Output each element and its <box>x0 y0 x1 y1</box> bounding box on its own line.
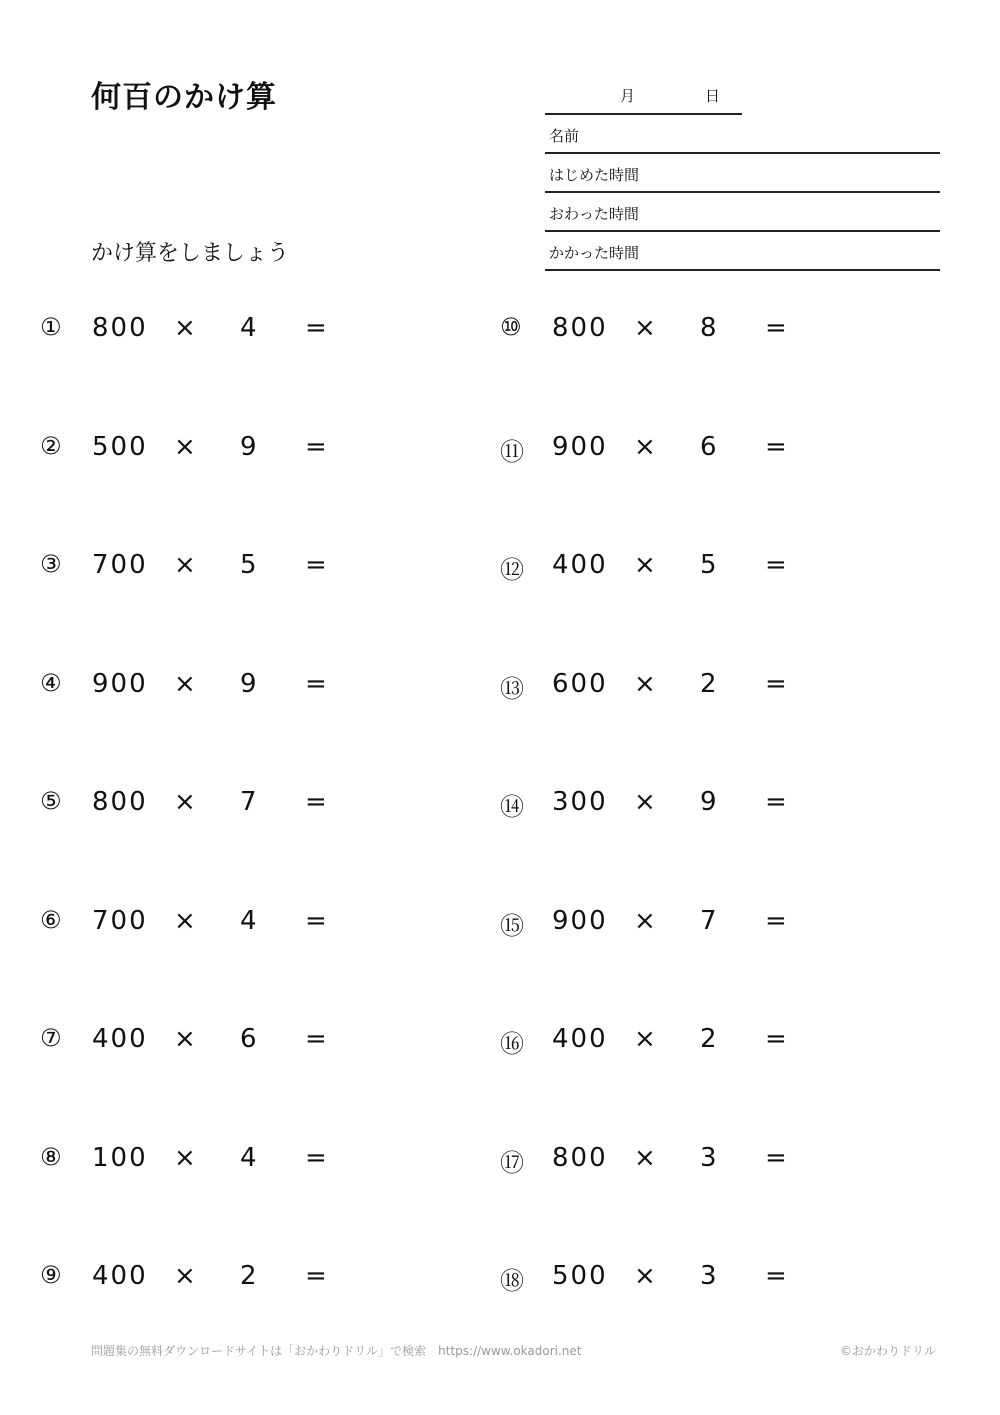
multiply-sign: × <box>634 668 656 699</box>
multiply-sign: × <box>634 1261 656 1291</box>
equals-sign: = <box>765 313 787 343</box>
problem-item <box>500 1143 880 1183</box>
problem-number: ⑨ <box>40 1261 62 1289</box>
problem-item <box>40 1143 420 1183</box>
end-time-row <box>545 193 940 232</box>
second-operand: 3 <box>700 1142 717 1173</box>
day-label: 日 <box>705 87 721 105</box>
equals-sign: = <box>305 668 327 699</box>
multiply-sign: × <box>174 787 196 817</box>
equals-sign: = <box>305 787 327 817</box>
multiply-sign: × <box>634 313 656 343</box>
first-operand: 900 <box>552 905 608 936</box>
footer-copyright: ©おかわりドリル <box>839 1344 936 1358</box>
first-operand: 800 <box>552 1142 608 1173</box>
first-operand: 300 <box>552 787 608 817</box>
problem-item <box>40 787 420 827</box>
problem-number: ⑰ <box>500 1148 524 1177</box>
problem-number: ⑦ <box>40 1024 62 1052</box>
problem-item <box>40 432 420 472</box>
problem-number: ② <box>40 431 62 460</box>
worksheet-title: 何百のかけ算 <box>91 80 277 115</box>
first-operand: 400 <box>552 1024 608 1054</box>
problem-number: ① <box>40 313 62 341</box>
problem-number: ③ <box>40 550 62 578</box>
first-operand: 800 <box>552 313 608 343</box>
first-operand: 800 <box>92 787 148 817</box>
name-field-row <box>545 115 940 154</box>
second-operand: 8 <box>700 313 717 343</box>
multiply-sign: × <box>174 1024 196 1054</box>
problem-item <box>40 906 420 946</box>
equals-sign: = <box>765 431 787 462</box>
problem-number: ⑫ <box>500 556 524 584</box>
equals-sign: = <box>765 905 787 936</box>
multiply-sign: × <box>634 905 656 936</box>
start-time-label: はじめた時間 <box>549 166 640 184</box>
problem-item <box>500 669 880 709</box>
student-info-box <box>545 80 940 271</box>
first-operand: 700 <box>92 550 148 580</box>
problem-number: ⑧ <box>40 1142 62 1171</box>
equals-sign: = <box>305 1142 327 1173</box>
name-label: 名前 <box>549 127 580 145</box>
first-operand: 700 <box>92 905 148 936</box>
first-operand: 900 <box>92 668 148 699</box>
first-operand: 800 <box>92 313 148 343</box>
problem-number: ⑩ <box>500 313 522 341</box>
problem-item <box>40 1261 420 1301</box>
first-operand: 600 <box>552 668 608 699</box>
month-label: 月 <box>620 87 636 105</box>
first-operand: 400 <box>552 550 608 580</box>
problem-number: ⑮ <box>500 911 524 940</box>
second-operand: 9 <box>700 787 717 817</box>
problem-item <box>40 669 420 709</box>
instruction-text: かけ算をしましょう <box>91 241 290 266</box>
multiply-sign: × <box>174 1142 196 1173</box>
equals-sign: = <box>305 1261 327 1291</box>
second-operand: 5 <box>700 550 717 580</box>
problem-item <box>500 550 880 590</box>
first-operand: 400 <box>92 1261 148 1291</box>
problem-item <box>40 550 420 590</box>
second-operand: 2 <box>700 668 717 699</box>
second-operand: 3 <box>700 1261 717 1291</box>
second-operand: 6 <box>700 431 717 462</box>
second-operand: 5 <box>240 550 257 580</box>
second-operand: 9 <box>240 668 257 699</box>
equals-sign: = <box>765 1142 787 1173</box>
multiply-sign: × <box>174 1261 196 1291</box>
multiply-sign: × <box>174 668 196 699</box>
second-operand: 4 <box>240 905 257 936</box>
problem-item <box>500 787 880 827</box>
problem-item <box>500 1024 880 1064</box>
second-operand: 2 <box>700 1024 717 1054</box>
date-row <box>545 80 742 115</box>
second-operand: 9 <box>240 431 257 462</box>
first-operand: 100 <box>92 1142 148 1173</box>
second-operand: 7 <box>240 787 257 817</box>
footer-site-note: 問題集の無料ダウンロードサイトは「おかわりドリル」で検索 https://www.okadori.net <box>91 1344 582 1358</box>
problem-number: ⑬ <box>500 674 524 703</box>
second-operand: 2 <box>240 1261 257 1291</box>
problem-item <box>500 313 880 353</box>
equals-sign: = <box>305 905 327 936</box>
multiply-sign: × <box>634 1142 656 1173</box>
multiply-sign: × <box>174 550 196 580</box>
equals-sign: = <box>305 1024 327 1054</box>
end-time-label: おわった時間 <box>549 205 639 223</box>
multiply-sign: × <box>174 905 196 936</box>
start-time-row <box>545 154 940 193</box>
multiply-sign: × <box>634 787 656 817</box>
problem-number: ⑪ <box>500 437 524 466</box>
elapsed-time-label: かかった時間 <box>549 244 640 262</box>
equals-sign: = <box>765 1024 787 1054</box>
first-operand: 900 <box>552 431 608 462</box>
second-operand: 4 <box>240 313 257 343</box>
equals-sign: = <box>765 550 787 580</box>
elapsed-time-row <box>545 232 940 271</box>
problem-number: ⑭ <box>500 793 524 821</box>
multiply-sign: × <box>634 1024 656 1054</box>
multiply-sign: × <box>634 550 656 580</box>
equals-sign: = <box>765 668 787 699</box>
equals-sign: = <box>765 1261 787 1291</box>
multiply-sign: × <box>634 431 656 462</box>
problem-number: ⑱ <box>500 1267 524 1295</box>
problem-number: ⑯ <box>500 1030 524 1058</box>
equals-sign: = <box>305 431 327 462</box>
first-operand: 500 <box>92 431 148 462</box>
equals-sign: = <box>305 550 327 580</box>
second-operand: 6 <box>240 1024 257 1054</box>
problem-item <box>500 1261 880 1301</box>
problem-item <box>500 906 880 946</box>
problem-number: ④ <box>40 668 62 697</box>
second-operand: 7 <box>700 905 717 936</box>
first-operand: 500 <box>552 1261 608 1291</box>
equals-sign: = <box>305 313 327 343</box>
problem-item <box>500 432 880 472</box>
problem-number: ⑥ <box>40 905 62 934</box>
problem-item <box>40 1024 420 1064</box>
problem-item <box>40 313 420 353</box>
second-operand: 4 <box>240 1142 257 1173</box>
first-operand: 400 <box>92 1024 148 1054</box>
problem-number: ⑤ <box>40 787 62 815</box>
equals-sign: = <box>765 787 787 817</box>
multiply-sign: × <box>174 313 196 343</box>
multiply-sign: × <box>174 431 196 462</box>
